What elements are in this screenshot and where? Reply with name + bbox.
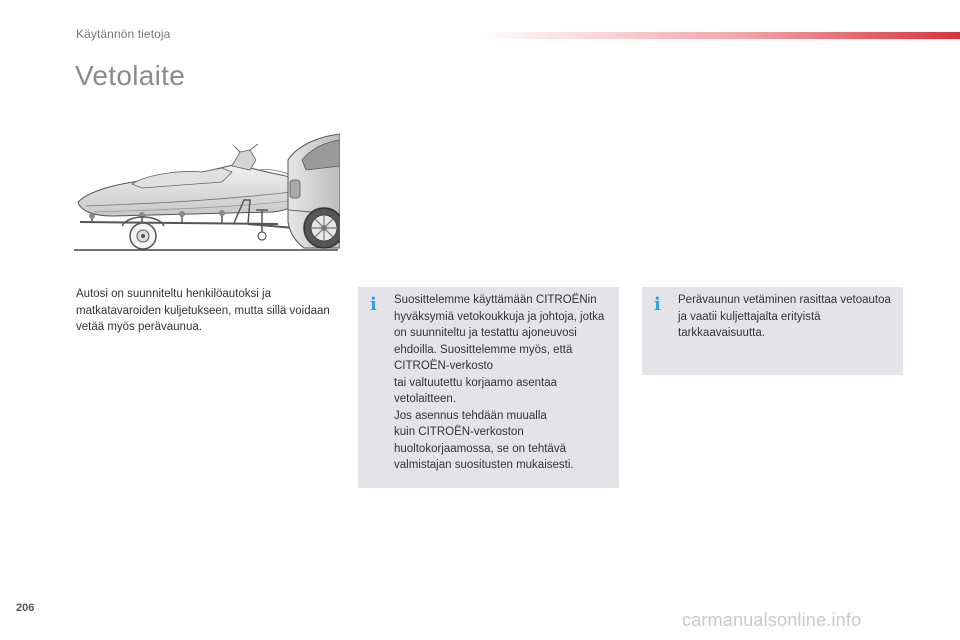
car-towing-jetski-trailer-illustration xyxy=(72,130,340,255)
info-box-warning xyxy=(642,287,903,375)
watermark: carmanualsonline.info xyxy=(682,610,862,630)
page-title: Vetolaite xyxy=(75,60,186,91)
towing-illustration xyxy=(72,130,340,255)
info-box-text: Perävaunun vetäminen rasittaa vetoautoa ja vaatii kuljettajalta erityistä tarkkaavaisuutta. xyxy=(678,294,891,339)
info-icon: i xyxy=(654,294,661,315)
info-icon: i xyxy=(370,294,377,315)
section-header: Käytännön tietoja xyxy=(76,27,171,41)
info-box-recommendation xyxy=(358,287,619,488)
info-box-text: Suosittelemme käyttämään CITROËNin hyväksymiä vetokoukkuja ja johtoja, jotka on suunniteltu ja testattu ajoneuvosi ehdoilla. Suosittelemme myös, että CITROËN-verkosto tai valtuutettu korjaamo asentaa vetolaitteen. Jos asennus tehdään muualla kuin CITROËN-verkoston huoltokorjaamossa, se on tehtävä valmistajan suositusten mukaisesti. xyxy=(394,294,605,471)
intro-paragraph: Autosi on suunniteltu henkilöautoksi ja matkatavaroiden kuljetukseen, mutta sillä voidaan vetää myös perävaunua. xyxy=(76,288,330,333)
header-accent-bar xyxy=(478,32,960,39)
page-number: 206 xyxy=(16,602,35,614)
